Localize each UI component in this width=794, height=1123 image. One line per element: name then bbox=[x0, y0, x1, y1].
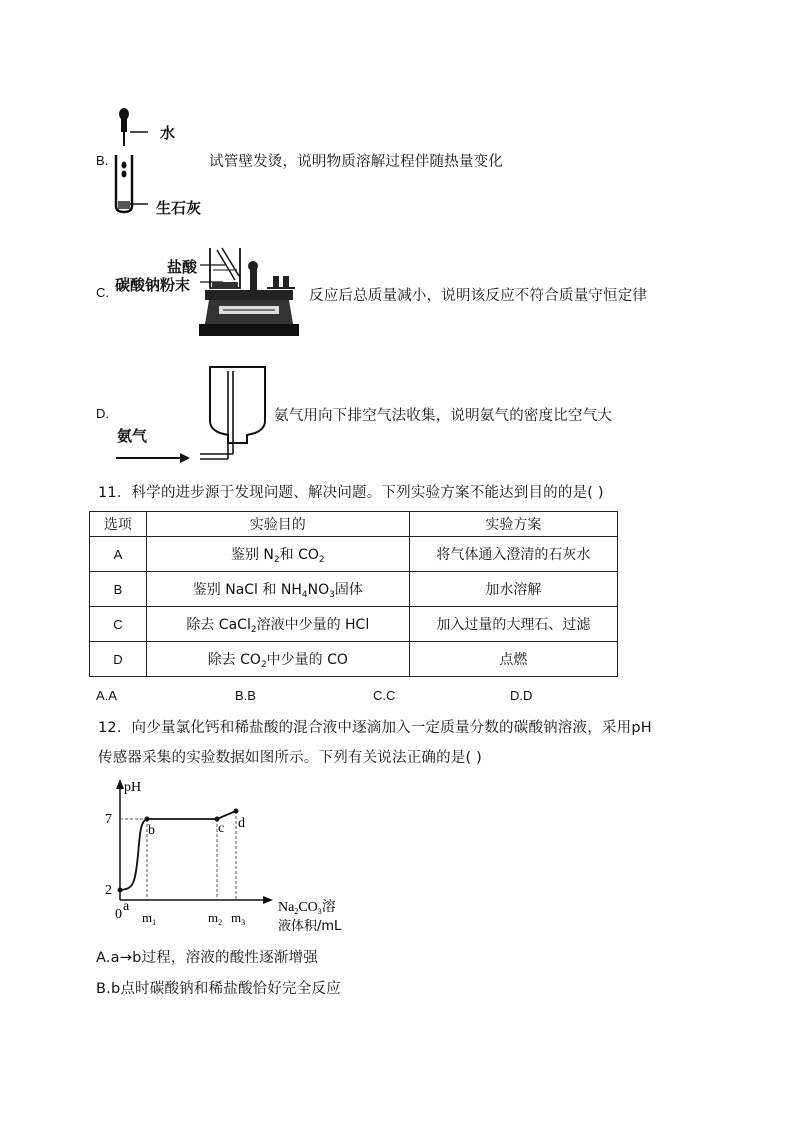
y-axis-label: pH bbox=[124, 780, 142, 795]
q11-choice-c: C.C bbox=[373, 688, 396, 703]
row-plan: 点燃 bbox=[409, 642, 617, 677]
table-header-row bbox=[90, 512, 618, 537]
table-row bbox=[90, 642, 618, 677]
row-plan: 将气体通入澄清的石灰水 bbox=[409, 537, 617, 572]
ammonia-label: 氨气 bbox=[117, 427, 148, 445]
header-goal: 实验目的 bbox=[146, 512, 409, 537]
row-goal: 鉴别 NaCl 和 $NH_4NO_3$固体 bbox=[146, 572, 409, 607]
q12-choice-b: B.b点时碳酸钠和稀盐酸恰好完全反应 bbox=[96, 981, 341, 997]
table-row bbox=[90, 607, 618, 642]
q11-choice-d: D.D bbox=[510, 688, 533, 703]
row-goal: 除去 $CO_2$中少量的 CO bbox=[146, 642, 409, 677]
x-tick-m1: $m_1$ bbox=[142, 910, 157, 927]
q11-experiment-table bbox=[89, 511, 618, 677]
q12-choice-a: A.a→b过程，溶液的酸性逐渐增强 bbox=[96, 950, 318, 966]
point-b bbox=[145, 817, 150, 822]
option-d-letter: D. bbox=[96, 406, 109, 421]
option-c-text: 反应后总质量减小，说明该反应不符合质量守恒定律 bbox=[309, 288, 648, 304]
row-option: B bbox=[90, 572, 147, 607]
option-b-letter: B. bbox=[96, 153, 109, 168]
gas-collection-bottle-diagram bbox=[195, 363, 275, 465]
y-tick-7: 7 bbox=[105, 812, 112, 827]
x-axis-label-line2: 液体积/mL bbox=[278, 919, 342, 934]
q11-stem: 11．科学的进步源于发现问题、解决问题。下列实验方案不能达到目的的是( ) bbox=[98, 485, 604, 501]
header-plan: 实验方案 bbox=[409, 512, 617, 537]
point-label-c: c bbox=[218, 821, 225, 836]
x-tick-m3: $m_3$ bbox=[231, 910, 246, 927]
x-axis-label-line1: $Na_2CO_3$溶 bbox=[278, 900, 336, 916]
point-a bbox=[118, 888, 123, 893]
point-label-d: d bbox=[238, 816, 245, 831]
x-tick-m2: $m_2$ bbox=[208, 910, 223, 927]
point-d bbox=[234, 809, 239, 814]
point-label-a: a bbox=[123, 899, 130, 914]
y-tick-2: 2 bbox=[105, 883, 112, 898]
lime-label: 生石灰 bbox=[156, 199, 202, 217]
powder-label: 碳酸钠粉末 bbox=[115, 276, 191, 294]
row-plan: 加入过量的大理石、过滤 bbox=[409, 607, 617, 642]
header-option: 选项 bbox=[90, 512, 147, 537]
q12-stem-line1: 12．向少量氯化钙和稀盐酸的混合液中逐滴加入一定质量分数的碳酸钠溶液，采用pH bbox=[98, 720, 652, 736]
option-d-text: 氨气用向下排空气法收集，说明氨气的密度比空气大 bbox=[274, 408, 613, 424]
option-c-letter: C. bbox=[96, 285, 109, 300]
q12-stem-line2: 传感器采集的实验数据如图所示。下列有关说法正确的是( ) bbox=[98, 750, 483, 766]
row-option: C bbox=[90, 607, 147, 642]
table-row bbox=[90, 537, 618, 572]
water-label: 水 bbox=[160, 124, 176, 142]
row-goal: 鉴别 $N_2$和 $CO_2$ bbox=[146, 537, 409, 572]
q11-choice-a: A.A bbox=[96, 688, 117, 703]
row-goal: 除去 CaCl$_2$溶液中少量的 HCl bbox=[146, 607, 409, 642]
y-axis-arrow bbox=[116, 779, 124, 789]
q11-choice-b: B.B bbox=[235, 688, 256, 703]
acid-label: 盐酸 bbox=[167, 258, 198, 276]
option-b-text: 试管壁发烫，说明物质溶解过程伴随热量变化 bbox=[209, 154, 503, 170]
table-row bbox=[90, 572, 618, 607]
origin-label: 0 bbox=[115, 907, 122, 922]
point-label-b: b bbox=[148, 823, 155, 838]
test-tube-dropper-diagram bbox=[108, 106, 148, 218]
row-plan: 加水溶解 bbox=[409, 572, 617, 607]
arrow-right-icon bbox=[114, 451, 194, 465]
ph-chart bbox=[95, 775, 385, 935]
row-option: A bbox=[90, 537, 147, 572]
x-axis-arrow bbox=[263, 896, 273, 904]
balance-beaker-diagram bbox=[195, 240, 305, 346]
row-option: D bbox=[90, 642, 147, 677]
